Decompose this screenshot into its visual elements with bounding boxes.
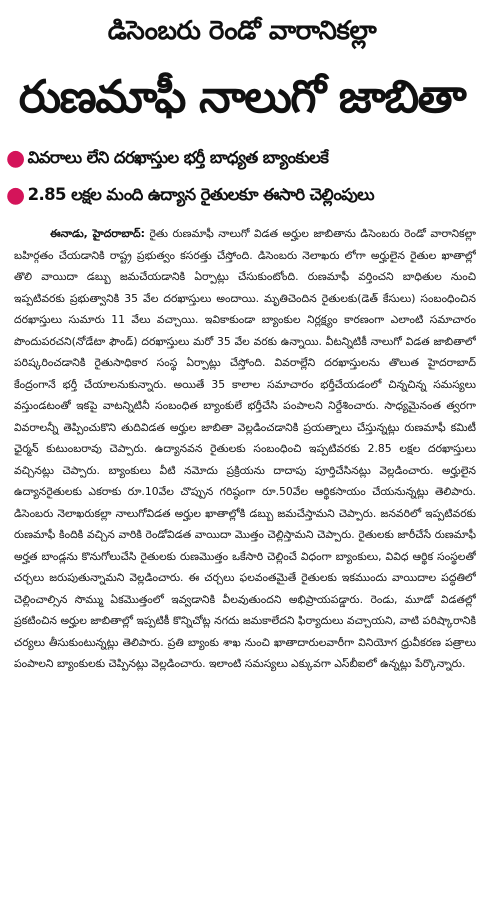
dateline: ఈనాడు, హైదరాబాద్: bbox=[50, 227, 145, 240]
kicker-headline: డిసెంబరు రెండో వారానికల్లా bbox=[107, 16, 377, 46]
deck-text-1: వివరాలు లేని దరఖాస్తుల భర్తీ బాధ్యత బ్యాంకులకే bbox=[27, 148, 329, 167]
article-text: రైతు రుణమాఫీ నాలుగో విడత అర్హుల జాబితాను డిసెంబరు రెండో వారానికల్లా బహిర్గతం చేయడానికి రాష్ట్ర ప్రభుత్వం కసరత్తు చేస్తోంది. డిసెంబరు నెలాఖరు లోగా అర్హులైన రైతుల ఖాతాల్లో తొలి వాయిదా డబ్బు జమచేయడానికి ఏర్పాట్లు చేసుకుంటోంది. రుణమాఫీ వర్తించని బాధితుల నుంచి ఇప్పటివరకు ప్రభుత్వానికి 35 వేల దరఖాస్తులు అందాయి. మృతిచెందిన రైతులకు(డెత్ కేసులు) సంబంధించిన దరఖాస్తులు సుమారు 11 వేలు వచ్చాయి. ఇవికాకుండా బ్యాంకుల నిర్లక్ష్యం కారణంగా ఎలాంటి సమాచారం పొందుపరచని(నోడేటా ఫౌండ్) దరఖాస్తులు మరో 35 వేల వరకు ఉన్నాయి. వీటన్నిటికీ నాలుగో విడత జాబితాలో పరిష్కరించడానికి రైతుసాధికార సంస్థ ఏర్పాట్లు చేస్తోంది. వివరాల్లేని దరఖాస్తులను తొలుత హైదరాబాద్ కేంద్రంగానే భర్తీ చేయాలనుకున్నారు. అయితే 35 కాలాల సమాచారం భర్తీచేయడంలో చిన్నచిన్న సమస్యలు వస్తుండటంతో ఇకపై వాటన్నిటినీ సంబంధిత బ్యాంకులే భర్తీచేసి పంపాలని నిర్దేశించారు. సాధ్యమైనంత త్వరగా వివరాలన్నీ తెప్పించుకొని తుదివిడత అర్హుల జాబితా వెల్లడించడానికి ప్రయత్నాలు చేస్తున్నట్లు రుణమాఫీ కమిటీ ఛైర్మన్ కుటుంబరావు చెప్పారు. ఉద్యానవన రైతులకు సంబంధించి ఇప్పటివరకు 2.85 లక్షల దరఖాస్తులు వచ్చినట్లు చెప్పారు. బ్యాంకులు వీటి నమోదు ప్రక్రియను దాదాపు పూర్తిచేసినట్లు వెల్లడించారు. అర్హులైన ఉద్యానరైతులకు ఎకరాకు రూ.10వేల చొప్పున గరిష్ఠంగా రూ.50వేల ఆర్థికసాయం చేయనున్నట్లు తెలిపారు. డిసెంబరు నెలాఖరుకల్లా నాలుగోవిడత అర్హుల ఖాతాల్లోకి డబ్బు జమచేస్తామని చెప్పారు. జనవరిలో ఇప్పటివరకు రుణమాఫీ కిందికి వచ్చిన వారికి రెండోవిడత వాయిదా మొత్తం చెల్లిస్తామని చెప్పారు. రైతులకు జారీచేసే రుణమాఫీ అర్హత బాండ్లను కొనుగోలుచేసి రైతులకు రుణమొత్తం ఒకేసారి చెల్లించే విధంగా బ్యాంకులు, వివిధ ఆర్థిక సంస్థలతో చర్చలు జరుపుతున్నామని వెల్లడించారు. ఈ చర్చలు ఫలవంతమైతే రైతులకు ఇకముందు వాయిదాల పద్ధతిలో చెల్లించాల్సిన సొమ్ము ఏకమొత్తంలో ఇవ్వడానికి వీలవుతుందని అభిప్రాయపడ్డారు. రెండు, మూడో విడతల్లో ప్రకటించిన అర్హుల జాబితాల్లో ఇప్పటికీ కొన్నిచోట్ల నగదు జమకాలేదని ఫిర్యాదులు వచ్చాయని, వాటి పరిష్కారానికి చర్యలు తీసుకుంటున్నట్లు తెలిపారు. ప్రతి బ్యాంకు శాఖ నుంచి ఖాతాదారులవారీగా వినియోగ ధ్రువీకరణ పత్రాలు పంపాలని బ్యాంకులకు చెప్పినట్లు వెల్లడించారు. ఇలాంటి సమస్యలు ఎక్కువగా ఎస్‌బీఐలో ఉన్నట్లు పేర్కొన్నారు. bbox=[14, 227, 476, 670]
bullet-icon: ● bbox=[6, 183, 25, 208]
deck-text-2: 2.85 లక్షల మంది ఉద్యాన రైతులకూ ఈసారి చెల్లింపులు bbox=[27, 185, 374, 204]
main-headline: రుణమాఫీ నాలుగో జాబితా bbox=[18, 70, 466, 123]
bullet-icon: ● bbox=[6, 146, 25, 171]
deck-line-2 bbox=[6, 182, 482, 209]
article-body bbox=[14, 223, 476, 903]
deck-line-1 bbox=[6, 145, 482, 172]
